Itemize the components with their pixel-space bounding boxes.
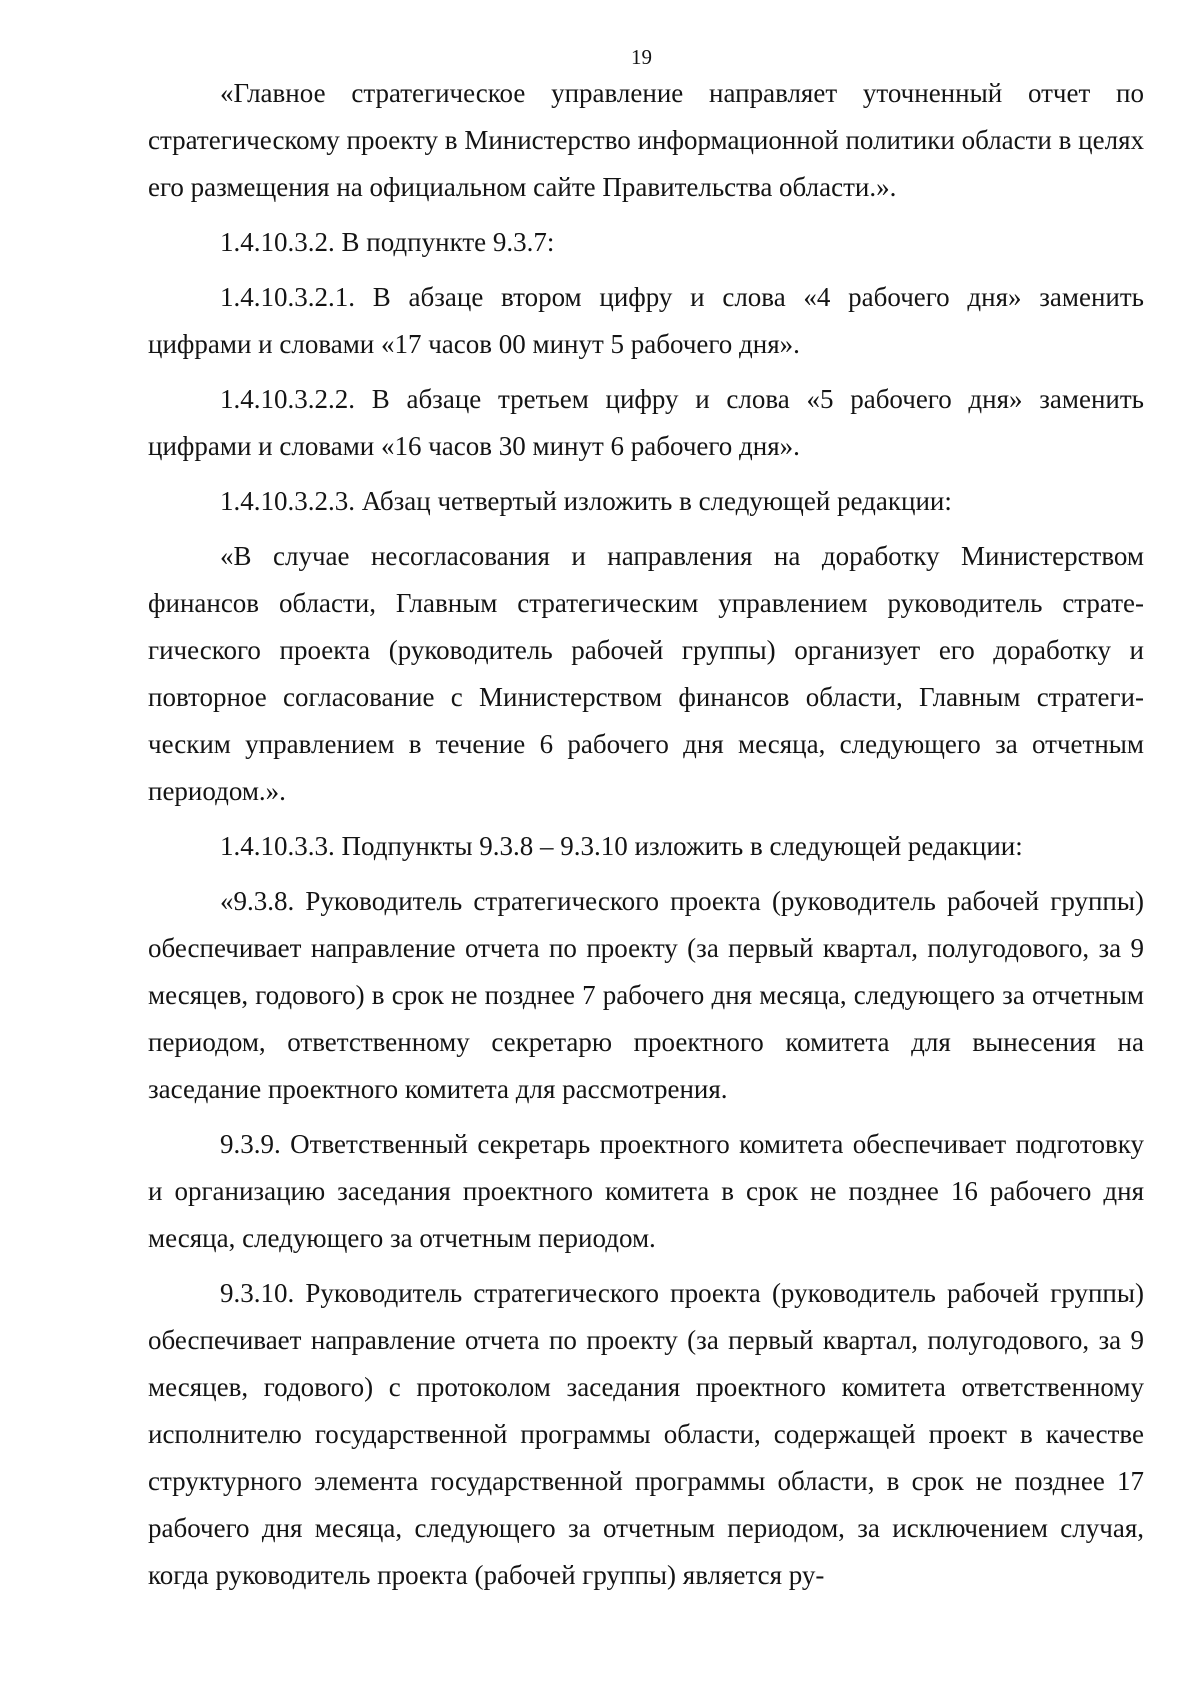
paragraph-item-9-3-8: «9.3.8. Руководитель стратегического проекта (руководитель рабочей группы) обеспечивает направление отчета по проекту (за первый квартал, полугодового, за 9 месяцев, годового) в срок не позднее 7 рабочего дня месяца, следующего за отчетным периодом, ответственному секретарю проектного комитета для вынесения на заседание проектного комитета для рассмотрения. [148,886,1144,1104]
paragraph-subitem-9-3-7: 1.4.10.3.2. В подпункте 9.3.7: [220,227,555,257]
paragraph-amend-third-abzac: 1.4.10.3.2.2. В абзаце третьем цифру и слова «5 рабочего дня» заменить цифрами и словами «16 часов 30 минут 6 рабочего дня». [148,384,1144,461]
paragraph-subitems-header: 1.4.10.3.3. Подпункты 9.3.8 – 9.3.10 изложить в следующей редакции: [220,831,1023,861]
paragraph-amend-second-abzac: 1.4.10.3.2.1. В абзаце втором цифру и слова «4 рабочего дня» заменить цифрами и словами «17 часов 00 минут 5 рабочего дня». [148,282,1144,359]
paragraph-fourth-abzac-text: «В случае несогласования и направления на доработку Министерством финансов области, Главным стратегическим управлением руководитель стратегического проекта (руководитель рабочей группы) организует его доработку и повторное согласование с Министерством финансов области, Главным стратегическим управлением в течение 6 рабочего дня месяца, следующего за отчетным периодом.». [148,541,1144,806]
paragraph-item-9-3-9: 9.3.9. Ответственный секретарь проектного комитета обеспечивает подготовку и организацию заседания проектного комитета в срок не позднее 16 рабочего дня месяца, следующего за отчетным периодом. [148,1129,1144,1253]
paragraph-fourth-abzac-header: 1.4.10.3.2.3. Абзац четвертый изложить в следующей редакции: [220,486,952,516]
paragraph-report-submission: «Главное стратегическое управление направляет уточненный отчет по стратегическому проекту в Министерство информационной политики области в целях его размещения на официальном сайте Правительства области.». [148,78,1144,202]
document-body [148,70,1144,1607]
paragraph-item-9-3-10: 9.3.10. Руководитель стратегического проекта (руководитель рабочей группы) обеспечивает направление отчета по проекту (за первый квартал, полугодового, за 9 месяцев, годового) с протоколом заседания проектного комитета ответственному исполнителю государственной программы области, содержащей проект в качестве структурного элемента государственной программы области, в срок не позднее 17 рабочего дня месяца, следующего за отчетным периодом, за исключением случая, когда руководитель проекта (рабочей группы) является ру- [148,1278,1144,1590]
page-number: 19 [631,45,652,69]
